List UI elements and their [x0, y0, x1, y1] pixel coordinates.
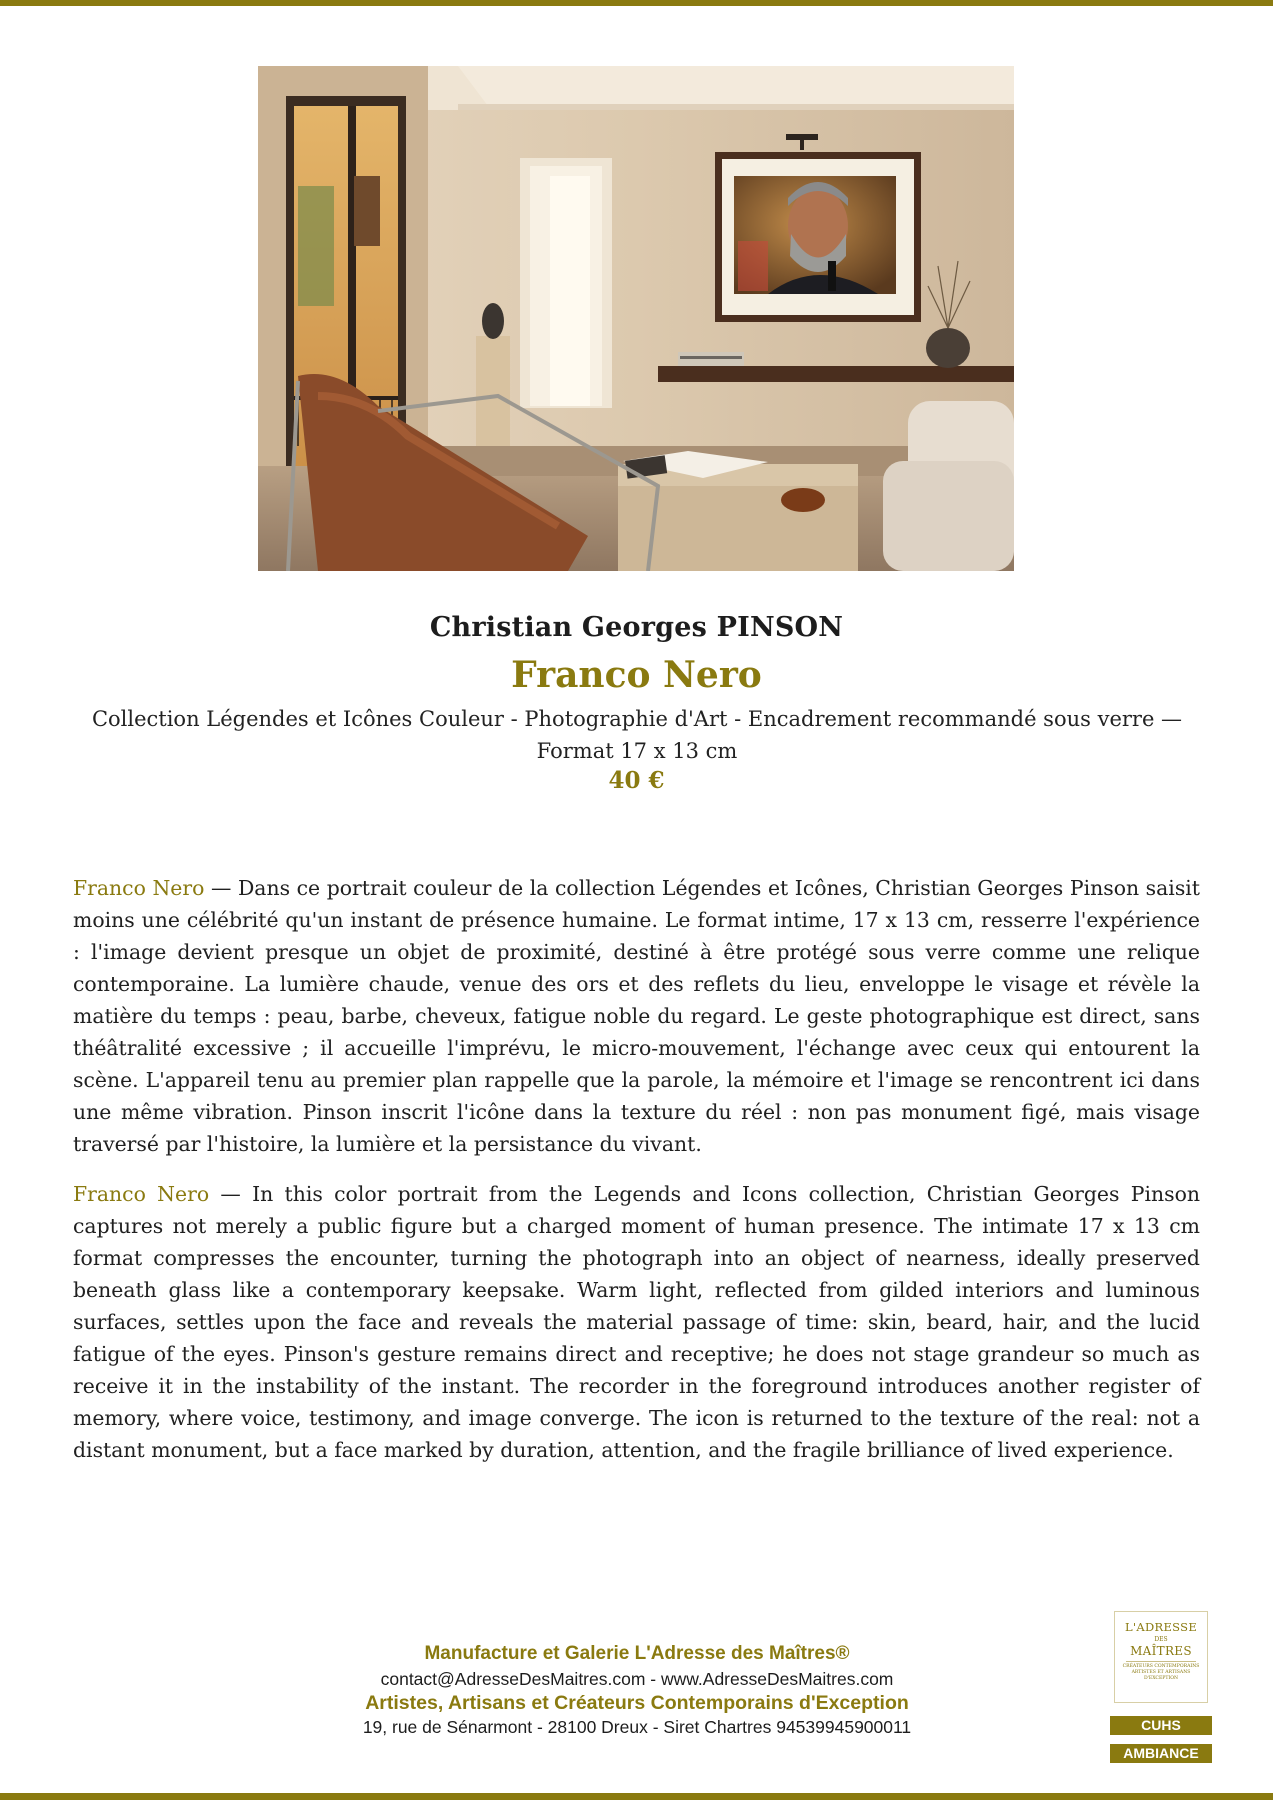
description-fr [73, 872, 1200, 1160]
logo-divider [1126, 1661, 1196, 1662]
bottom-rule [0, 1793, 1273, 1800]
footer-contact: contact@AdresseDesMaitres.com - www.AdresseDesMaitres.com [380, 1669, 894, 1689]
description-fr-text: — Dans ce portrait couleur de la collection Légendes et Icônes, Christian Georges Pinson saisit moins une célébrité qu'un instant de présence humaine. Le format intime, 17 x 13 cm, resserre l'expérience : l'image devient presque un objet de proximité, destiné à être protégé sous verre comme une relique contemporaine. La lumière chaude, venue des ors et des reflets du lieu, enveloppe le visage et révèle la matière du temps : peau, barbe, cheveux, fatigue noble du regard. Le geste photographique est direct, sans théâtralité excessive ; il accueille l'imprévu, le micro-mouvement, l'échange avec ceux qui entourent la scène. L'appareil tenu au premier plan rappelle que la parole, la mémoire et l'image se rencontrent ici dans une même vibration. Pinson inscrit l'icône dans la texture du réel : non pas monument figé, mais visage traversé par l'histoire, la lumière et la persistance du vivant. [73, 876, 1200, 1156]
badge-cuhs: CUHS [1110, 1716, 1212, 1735]
description-en [73, 1178, 1200, 1466]
top-rule [0, 0, 1273, 6]
gallery-logo [1114, 1611, 1208, 1703]
badge-ambiance: AMBIANCE [1110, 1744, 1212, 1763]
artwork-subtitle: Collection Légendes et Icônes Couleur - Photographie d'Art - Encadrement recommandé sous verre — Format 17 x 13 cm [91, 707, 1183, 763]
description-en-lead: Franco Nero [73, 1182, 210, 1206]
logo-line-4: CRÉATEURS CONTEMPORAINS ARTISTES ET ARTISANS D'EXCEPTION [1122, 1664, 1200, 1681]
artwork-title: Franco Nero [511, 654, 762, 696]
price: 40 € [608, 767, 665, 794]
logo-line-2: DES [1154, 1636, 1168, 1643]
footer-tagline: Artistes, Artisans et Créateurs Contemporains d'Exception [365, 1692, 909, 1714]
footer-company: Manufacture et Galerie L'Adresse des Maîtres® [424, 1643, 850, 1664]
product-photo [258, 66, 1014, 571]
footer-address: 19, rue de Sénarmont - 28100 Dreux - Siret Chartres 94539945900011 [362, 1717, 912, 1737]
logo-line-3: MAÎTRES [1130, 1644, 1192, 1658]
artist-name: Christian Georges PINSON [429, 612, 844, 643]
description-fr-lead: Franco Nero [73, 876, 205, 900]
logo-line-1: L'ADRESSE [1124, 1620, 1198, 1634]
description-en-text: — In this color portrait from the Legends and Icons collection, Christian Georges Pinson captures not merely a public figure but a charged moment of human presence. The intimate 17 x 13 cm format compresses the encounter, turning the photograph into an object of nearness, ideally preserved beneath glass like a contemporary keepsake. Warm light, reflected from gilded interiors and luminous surfaces, settles upon the face and reveals the material passage of time: skin, beard, hair, and the lucid fatigue of the eyes. Pinson's gesture remains direct and receptive; he does not stage grandeur so much as receive it in the instability of the instant. The recorder in the foreground introduces another register of memory, where voice, testimony, and image converge. The icon is returned to the texture of the real: not a distant monument, but a face marked by duration, attention, and the fragile brilliance of lived experience. [73, 1182, 1200, 1462]
